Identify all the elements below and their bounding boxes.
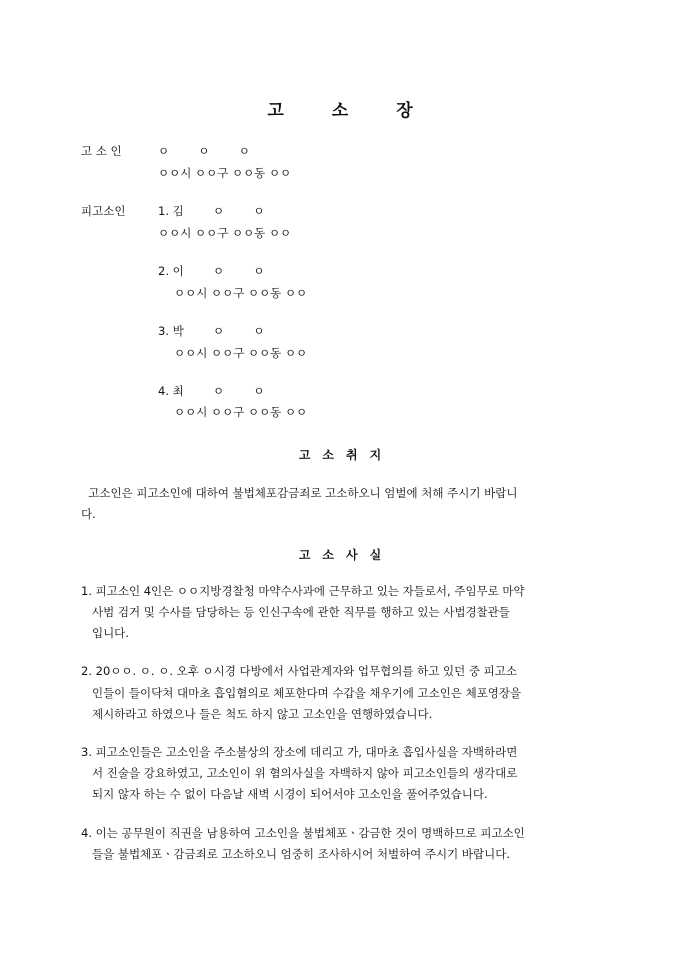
title-char: 장 xyxy=(396,101,413,121)
accused-name: 3. 박 ㅇ ㅇ xyxy=(158,324,265,338)
complainant-label: 고 소 인 xyxy=(81,144,122,158)
fact-line: 4. 이는 공무원이 직권을 남용하여 고소인을 불법체포ㆍ감금한 것이 명백하므로 피고소인 xyxy=(81,826,525,840)
document-title xyxy=(0,96,680,121)
accused-label: 피고소인 xyxy=(81,204,126,218)
fact-line: 1. 피고소인 4인은 ㅇㅇ지방경찰청 마약수사과에 근무하고 있는 자들로서, 주임무로 마약 xyxy=(81,584,525,598)
fact-line: 제시하라고 하였으나 들은 척도 하지 않고 고소인을 연행하였습니다. xyxy=(81,707,433,721)
fact-line: 서 진술을 강요하였고, 고소인이 위 혐의사실을 자백하지 않아 피고소인들의 생각대로 xyxy=(81,766,518,780)
complainant-address: ㅇㅇ시 ㅇㅇ구 ㅇㅇ동 ㅇㅇ xyxy=(158,166,292,180)
fact-line: 입니다. xyxy=(81,626,129,640)
accused-name: 1. 김 ㅇ ㅇ xyxy=(158,204,265,218)
facts-heading xyxy=(0,546,680,563)
heading-char: 지 xyxy=(369,448,382,462)
fact-line: 2. 20ㅇㅇ. ㅇ. ㅇ. 오후 ㅇ시경 다방에서 사업관계자와 업무협의를 하고 있던 중 피고소 xyxy=(81,664,517,678)
heading-char: 사 xyxy=(346,548,358,562)
fact-line: 되지 않자 하는 수 없이 다음날 새벽 시경이 되어서야 고소인을 풀어주었습니다. xyxy=(81,787,488,801)
fact-line: 3. 피고소인들은 고소인을 주소불상의 장소에 데리고 가, 대마초 흡입사실을 자백하라면 xyxy=(81,745,518,759)
accused-address: ㅇㅇ시 ㅇㅇ구 ㅇㅇ동 ㅇㅇ xyxy=(174,286,308,300)
heading-char: 소 xyxy=(322,548,334,562)
accused-address: ㅇㅇ시 ㅇㅇ구 ㅇㅇ동 ㅇㅇ xyxy=(158,226,292,240)
purpose-heading xyxy=(0,446,680,463)
title-char: 고 xyxy=(267,101,284,121)
fact-line: 들을 불법체포ㆍ감금죄로 고소하오니 엄중히 조사하시어 처벌하여 주시기 바랍니다. xyxy=(81,847,511,861)
heading-char: 취 xyxy=(346,448,358,462)
complainant-name: ㅇ ㅇ ㅇ xyxy=(158,144,250,158)
accused-address: ㅇㅇ시 ㅇㅇ구 ㅇㅇ동 ㅇㅇ xyxy=(174,346,308,360)
heading-char: 고 xyxy=(298,548,311,562)
heading-char: 고 xyxy=(298,448,311,462)
fact-line: 사범 검거 및 수사를 담당하는 등 인신구속에 관한 직무를 행하고 있는 사법경찰관들 xyxy=(81,605,510,619)
title-char: 소 xyxy=(331,101,349,121)
accused-name: 2. 이 ㅇ ㅇ xyxy=(158,264,265,278)
heading-char: 실 xyxy=(369,548,382,562)
heading-char: 소 xyxy=(322,448,334,462)
purpose-line: 다. xyxy=(81,507,96,521)
fact-line: 인들이 들이닥쳐 대마초 흡입혐의로 체포한다며 수갑을 채우기에 고소인은 체포영장을 xyxy=(81,686,522,700)
accused-address: ㅇㅇ시 ㅇㅇ구 ㅇㅇ동 ㅇㅇ xyxy=(174,405,308,419)
accused-name: 4. 최 ㅇ ㅇ xyxy=(158,384,265,398)
purpose-line: 고소인은 피고소인에 대하여 불법체포감금죄로 고소하오니 엄벌에 처해 주시기 바랍니 xyxy=(81,486,518,500)
